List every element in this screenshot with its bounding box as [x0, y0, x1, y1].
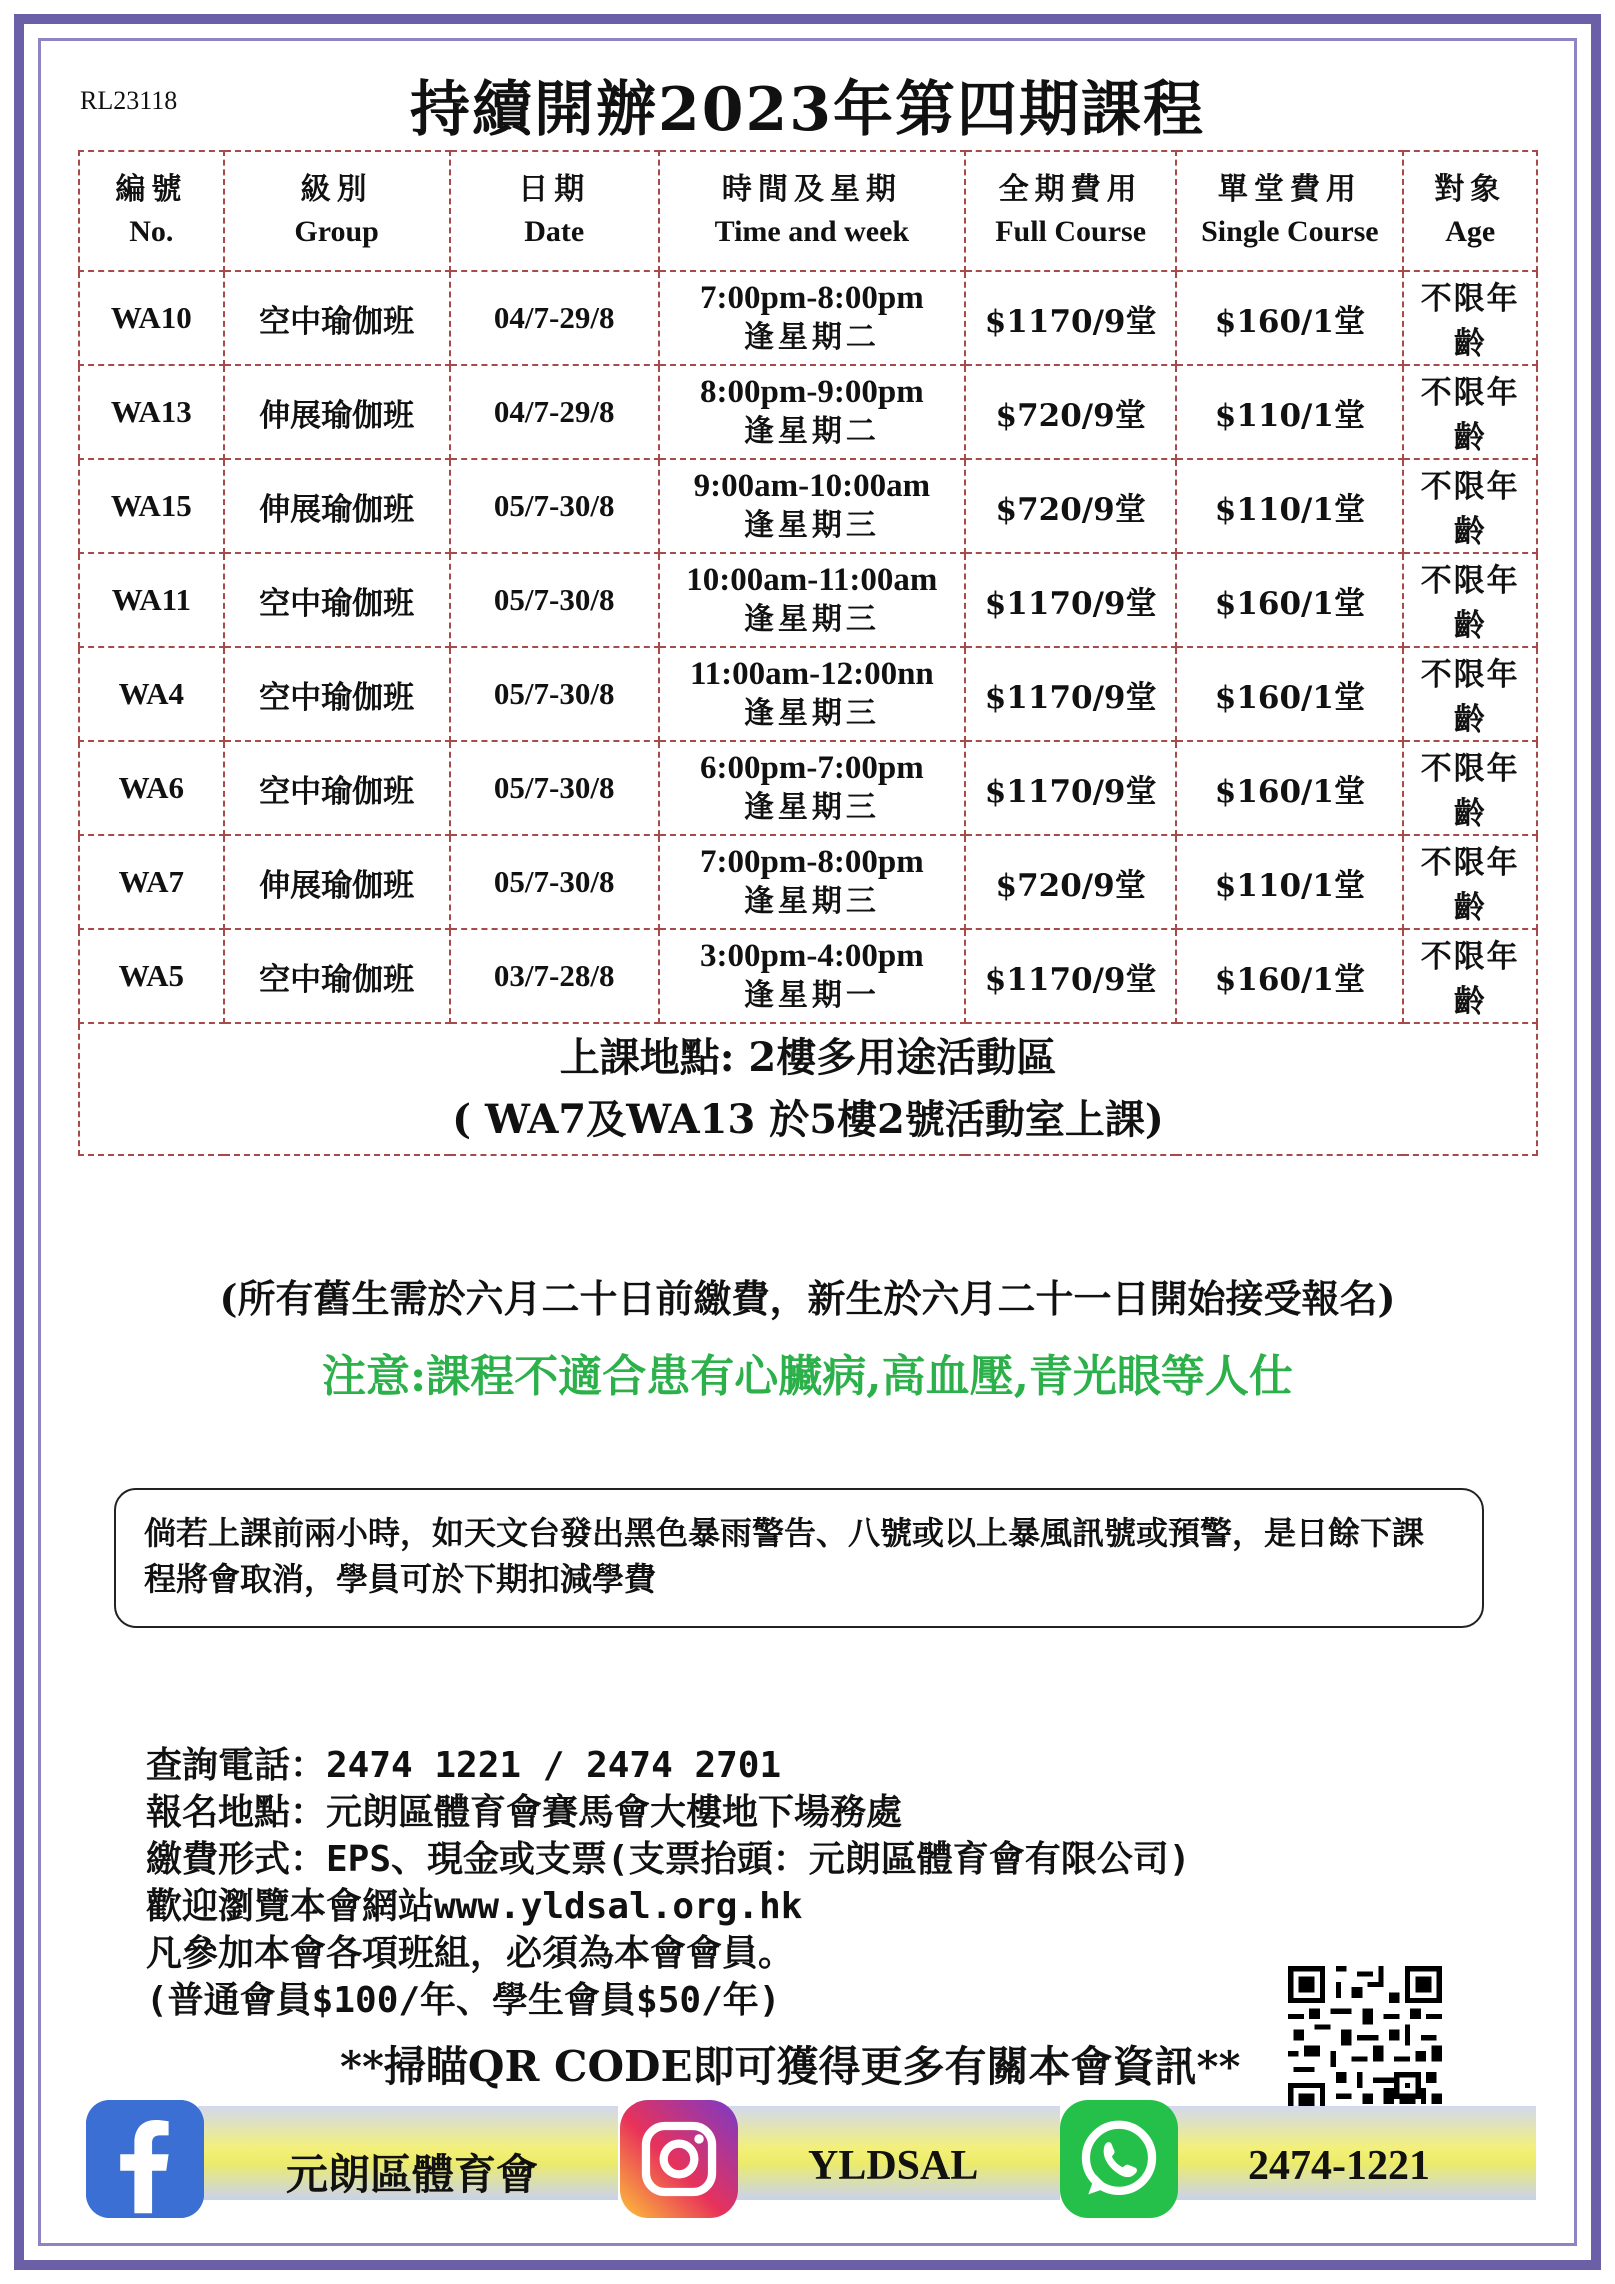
table-row — [79, 647, 1537, 741]
cell-time: 7:00pm-8:00pm 逢星期三 — [659, 835, 965, 929]
info-line-phone: 查詢電話：2474 1221 / 2474 2701 — [146, 1745, 782, 1786]
info-line-payment: 繳費形式：EPS、現金或支票(支票抬頭：元朗區體育會有限公司) — [146, 1839, 1191, 1880]
cell-no: WA13 — [79, 365, 224, 459]
table-row — [79, 553, 1537, 647]
cell-date: 04/7-29/8 — [450, 365, 659, 459]
cell-full: $1170/9堂 — [965, 647, 1176, 741]
cell-group: 空中瑜伽班 — [224, 271, 450, 365]
cell-full: $1170/9堂 — [965, 553, 1176, 647]
info-line-membership: 凡參加本會各項班組，必須為本會會員。 — [146, 1933, 795, 1974]
weather-warning-text: 倘若上課前兩小時，如天文台發出黑色暴雨警告、八號或以上暴風訊號或預警，是日餘下課程將會取消，學員可於下期扣減學費 — [144, 1514, 1425, 1598]
cell-full: $720/9堂 — [965, 835, 1176, 929]
cell-time: 11:00am-12:00nn 逢星期三 — [659, 647, 965, 741]
info-line-venue: 報名地點：元朗區體育會賽馬會大樓地下場務處 — [146, 1792, 903, 1833]
health-caution-note: 注意:課程不適合患有心臟病,高血壓,青光眼等人仕 — [322, 1351, 1293, 1402]
cell-group: 伸展瑜伽班 — [224, 459, 450, 553]
cell-date: 05/7-30/8 — [450, 459, 659, 553]
cell-single: $110/1堂 — [1176, 365, 1403, 459]
cell-time: 6:00pm-7:00pm 逢星期三 — [659, 741, 965, 835]
cell-time: 3:00pm-4:00pm 逢星期一 — [659, 929, 965, 1023]
cell-time: 9:00am-10:00am 逢星期三 — [659, 459, 965, 553]
table-header-row — [79, 151, 1537, 271]
header-group: 級別 Group — [224, 151, 450, 271]
cell-single: $160/1堂 — [1176, 553, 1403, 647]
header-date: 日期 Date — [450, 151, 659, 271]
cell-group: 伸展瑜伽班 — [224, 835, 450, 929]
cell-group: 空中瑜伽班 — [224, 929, 450, 1023]
header-time: 時間及星期 Time and week — [659, 151, 965, 271]
cell-group: 空中瑜伽班 — [224, 647, 450, 741]
cell-no: WA10 — [79, 271, 224, 365]
cell-age: 不限年齡 — [1403, 459, 1537, 553]
cell-age: 不限年齡 — [1403, 647, 1537, 741]
payment-deadline-note: (所有舊生需於六月二十日前繳費，新生於六月二十一日開始接受報名) — [219, 1276, 1396, 1321]
cell-age: 不限年齡 — [1403, 271, 1537, 365]
info-line-fees: (普通會員$100/年、學生會員$50/年) — [146, 1980, 781, 2021]
instagram-label[interactable]: YLDSAL — [808, 2143, 979, 2189]
cell-no: WA15 — [79, 459, 224, 553]
instagram-icon[interactable] — [620, 2100, 738, 2218]
table-row — [79, 741, 1537, 835]
cell-group: 空中瑜伽班 — [224, 741, 450, 835]
cell-single: $110/1堂 — [1176, 459, 1403, 553]
course-schedule-table — [78, 150, 1538, 1156]
cell-time: 10:00am-11:00am 逢星期三 — [659, 553, 965, 647]
venue-row — [79, 1023, 1537, 1155]
whatsapp-icon[interactable] — [1060, 2100, 1178, 2218]
cell-no: WA11 — [79, 553, 224, 647]
header-full-course: 全期費用 Full Course — [965, 151, 1176, 271]
cell-date: 05/7-30/8 — [450, 553, 659, 647]
cell-single: $160/1堂 — [1176, 741, 1403, 835]
venue-line-2: ( WA7及WA13 於5樓2號活動室上課) — [452, 1096, 1164, 1143]
cell-age: 不限年齡 — [1403, 929, 1537, 1023]
header-single-course: 單堂費用 Single Course — [1176, 151, 1403, 271]
cell-age: 不限年齡 — [1403, 553, 1537, 647]
cell-group: 空中瑜伽班 — [224, 553, 450, 647]
cell-age: 不限年齡 — [1403, 835, 1537, 929]
table-row — [79, 835, 1537, 929]
table-row — [79, 929, 1537, 1023]
cell-age: 不限年齡 — [1403, 365, 1537, 459]
cell-time: 7:00pm-8:00pm 逢星期二 — [659, 271, 965, 365]
facebook-icon[interactable] — [86, 2100, 204, 2218]
cell-full: $1170/9堂 — [965, 271, 1176, 365]
cell-group: 伸展瑜伽班 — [224, 365, 450, 459]
cell-age: 不限年齡 — [1403, 741, 1537, 835]
venue-cell — [79, 1023, 1537, 1155]
whatsapp-label[interactable]: 2474-1221 — [1248, 2143, 1430, 2189]
cell-time: 8:00pm-9:00pm 逢星期二 — [659, 365, 965, 459]
cell-full: $720/9堂 — [965, 459, 1176, 553]
scan-qr-text: **掃瞄QR CODE即可獲得更多有關本會資訊** — [340, 2042, 1241, 2091]
document-code: RL23118 — [80, 86, 178, 115]
page-title: 持續開辦2023年第四期課程 — [410, 75, 1205, 145]
cell-no: WA6 — [79, 741, 224, 835]
cell-single: $160/1堂 — [1176, 647, 1403, 741]
cell-single: $110/1堂 — [1176, 835, 1403, 929]
cell-date: 05/7-30/8 — [450, 835, 659, 929]
cell-no: WA4 — [79, 647, 224, 741]
cell-date: 05/7-30/8 — [450, 647, 659, 741]
cell-full: $1170/9堂 — [965, 929, 1176, 1023]
qr-code[interactable] — [1288, 1966, 1442, 2120]
cell-date: 05/7-30/8 — [450, 741, 659, 835]
weather-warning-box — [114, 1488, 1484, 1628]
header-age: 對象 Age — [1403, 151, 1537, 271]
table-row — [79, 365, 1537, 459]
cell-date: 04/7-29/8 — [450, 271, 659, 365]
cell-full: $1170/9堂 — [965, 741, 1176, 835]
cell-single: $160/1堂 — [1176, 929, 1403, 1023]
table-row — [79, 459, 1537, 553]
header-no: 編號 No. — [79, 151, 224, 271]
cell-single: $160/1堂 — [1176, 271, 1403, 365]
table-row — [79, 271, 1537, 365]
venue-line-1: 上課地點: 2樓多用途活動區 — [559, 1034, 1057, 1081]
cell-full: $720/9堂 — [965, 365, 1176, 459]
contact-info — [146, 1742, 1190, 2024]
info-line-website: 歡迎瀏覽本會網站www.yldsal.org.hk — [146, 1886, 803, 1927]
facebook-label[interactable]: 元朗區體育會 — [286, 2150, 539, 2199]
cell-no: WA7 — [79, 835, 224, 929]
cell-no: WA5 — [79, 929, 224, 1023]
cell-date: 03/7-28/8 — [450, 929, 659, 1023]
